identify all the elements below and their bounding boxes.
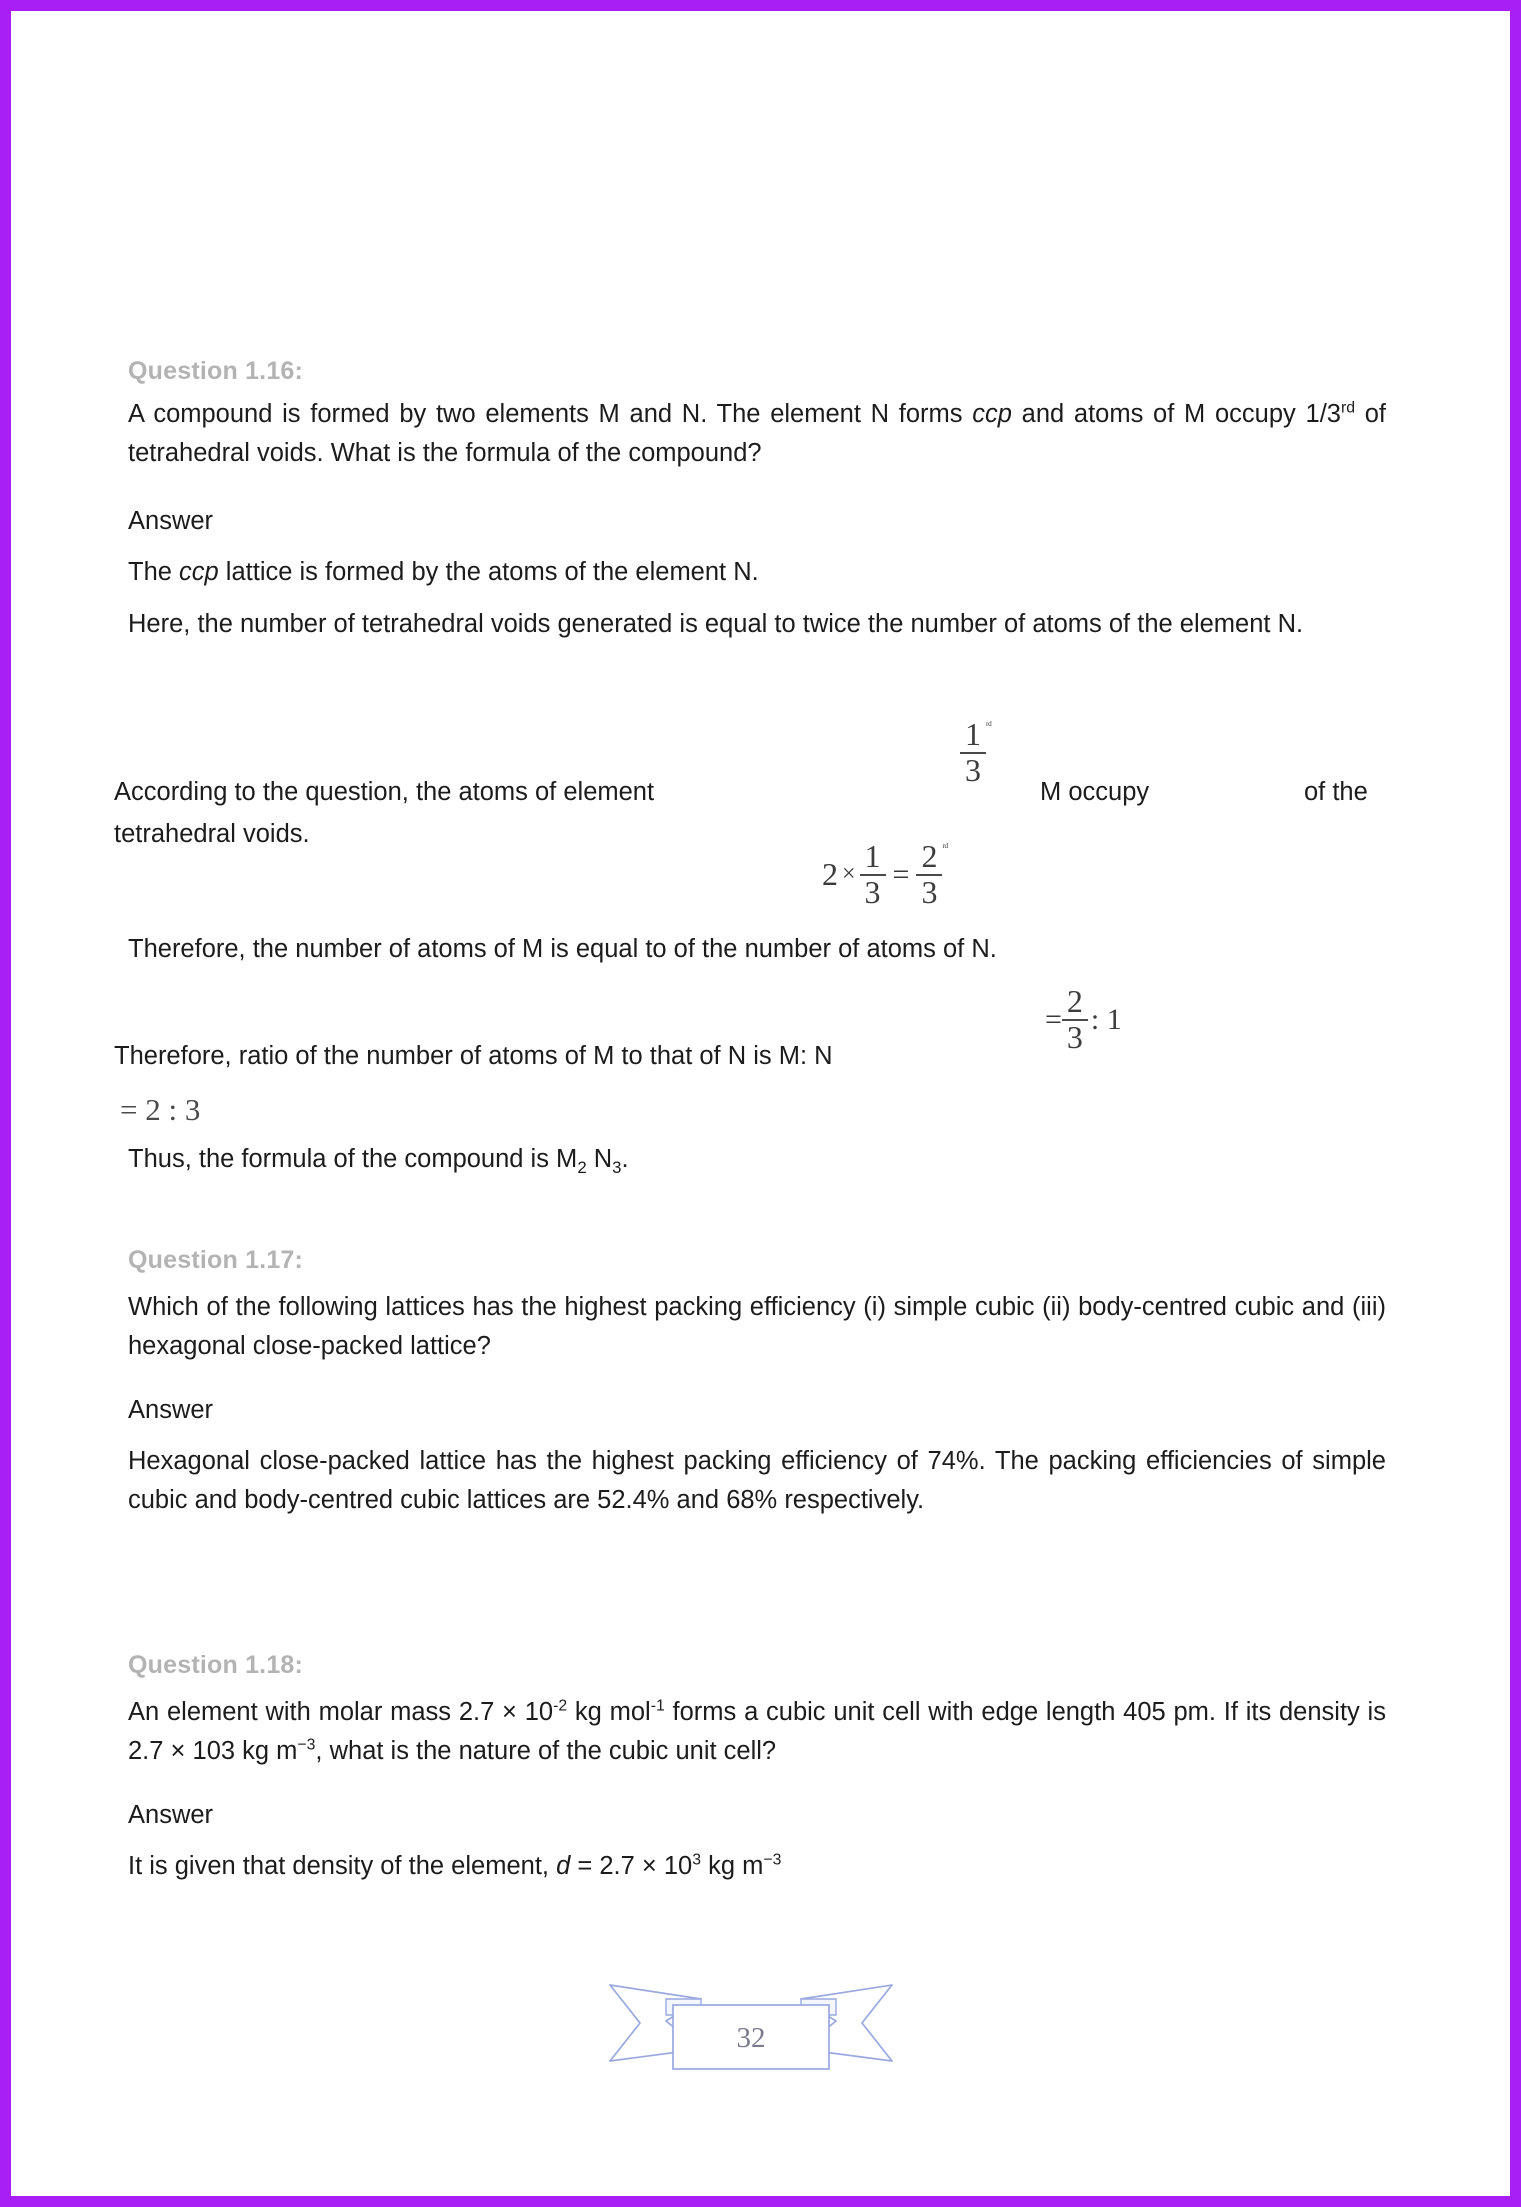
- q118-exponent-neg1: -1: [650, 1697, 665, 1715]
- eq-coefficient: 2: [822, 856, 838, 893]
- question-1-18-answer: [128, 1847, 1390, 1886]
- q118-answer-exp-neg3: −3: [763, 1851, 782, 1869]
- q118-answer-exp3: 3: [692, 1851, 701, 1869]
- ratio-sentence: Therefore, ratio of the number of atoms of M to that of N is M: N: [114, 1042, 833, 1070]
- q117-answer-text: Hexagonal close-packed lattice has the highest packing efficiency of 74%. The packing efficiencies of simple cubic and body-centred cubic lattices are 52.4% and 68% respectively.: [128, 1447, 1386, 1514]
- therefore-atoms-sentence: Therefore, the number of atoms of M is equal to of the number of atoms of N.: [128, 935, 997, 963]
- result-ratio-value: = 2 : 3: [120, 1092, 201, 1127]
- ratio-equals-sign: =: [1045, 1002, 1062, 1036]
- ratio-denominator: 3: [1062, 1019, 1088, 1055]
- formula-sub-n: 3: [612, 1158, 622, 1178]
- section-question-1-18: [128, 1646, 1390, 1684]
- question-1-16-text: [128, 395, 1386, 473]
- answer-label-1-18: [128, 1796, 1390, 1835]
- lattice-pre: The: [128, 558, 180, 586]
- q118-text-c: forms a cubic unit cell with edge length 405 pm. If its density is 2.7 × 103 kg m: [128, 1698, 1386, 1765]
- q116-ordinal: rd: [1340, 399, 1356, 417]
- line-ratio-of-atoms: [114, 1042, 833, 1071]
- q118-text-d: , what is the nature of the cubic unit cell?: [315, 1736, 777, 1765]
- line-result-2-3: [120, 1092, 200, 1128]
- formula-sub-m: 2: [577, 1158, 587, 1178]
- question-1-18-heading: Question 1.18:: [128, 1651, 304, 1679]
- q118-exponent-neg2: -2: [553, 1697, 568, 1715]
- one-third-denominator: 3: [960, 752, 986, 788]
- formula-post: .: [621, 1145, 629, 1173]
- q118-exponent-neg3: −3: [297, 1736, 316, 1754]
- formula-pre: Thus, the formula of the compound is M: [128, 1145, 578, 1173]
- answer-label-1-17: [128, 1391, 1390, 1430]
- eq-ordinal: rd: [942, 842, 948, 850]
- according-post-of-the: of the: [1304, 778, 1368, 806]
- q116-text-b: and atoms of M occupy 1/3: [1011, 400, 1341, 428]
- formula-mid: N: [586, 1145, 613, 1173]
- section-question-1-16: [128, 352, 1390, 390]
- voids-sentence: Here, the number of tetrahedral voids generated is equal to twice the number of atoms of the element N.: [128, 610, 1304, 638]
- math-two-times-one-third: [822, 840, 948, 910]
- question-1-17-answer: [128, 1442, 1386, 1520]
- q118-answer-b: = 2.7 × 10: [570, 1852, 693, 1880]
- eq-equals-sign: =: [892, 857, 910, 891]
- line-formula-conclusion: [128, 1140, 1390, 1179]
- eq-frac1-denominator: 3: [860, 874, 886, 910]
- line-tetrahedral-voids: [128, 605, 1388, 644]
- q118-answer-a: It is given that density of the element,: [128, 1852, 557, 1880]
- q116-text-a: A compound is formed by two elements M and N. The element N forms: [128, 400, 973, 428]
- according-post-tetrahedral: tetrahedral voids.: [114, 820, 310, 848]
- page-number-ribbon: [606, 1973, 896, 2073]
- math-ratio-two-thirds: [1045, 985, 1122, 1055]
- eq-frac2-denominator: 3: [916, 874, 942, 910]
- q117-question-text: Which of the following lattices has the highest packing efficiency (i) simple cubic (ii) body-centred cubic and (iii) hexagonal close-packed lattice?: [128, 1293, 1386, 1360]
- one-third-numerator: 1: [965, 716, 981, 752]
- ratio-numerator: 2: [1066, 983, 1083, 1019]
- q118-text-b: kg mol: [567, 1698, 651, 1726]
- section-question-1-17: [128, 1241, 1390, 1279]
- answer-label-118: Answer: [128, 1801, 214, 1829]
- line-ccp-lattice: [128, 553, 1390, 592]
- question-1-17-heading: Question 1.17:: [128, 1246, 304, 1274]
- answer-label-117: Answer: [128, 1396, 214, 1424]
- according-pre: According to the question, the atoms of element: [114, 778, 655, 806]
- line-therefore-number-atoms: [128, 930, 1390, 969]
- answer-label: Answer: [128, 507, 214, 535]
- q116-text-c: of tetrahedral voids. What is the formula of the compound?: [128, 400, 1386, 467]
- question-1-18-text: [128, 1693, 1386, 1771]
- q116-ccp-italic: ccp: [972, 400, 1012, 428]
- q118-text-a: An element with molar mass 2.7 × 10: [128, 1698, 554, 1726]
- q118-density-symbol: d: [556, 1852, 571, 1880]
- one-third-ordinal: rd: [986, 720, 992, 728]
- question-1-16-heading: Question 1.16:: [128, 357, 304, 385]
- q118-answer-c: kg m: [701, 1852, 764, 1880]
- answer-label-1-16: [128, 502, 1390, 541]
- eq-frac1-numerator: 1: [864, 838, 881, 874]
- question-1-17-text: [128, 1288, 1386, 1366]
- ratio-colon-one: : 1: [1090, 1002, 1122, 1036]
- line-according-to-question: [114, 778, 1404, 849]
- lattice-ccp-italic: ccp: [179, 558, 219, 586]
- eq-multiply-sign: ×: [842, 861, 856, 888]
- page-number-label: 32: [736, 2021, 766, 2054]
- eq-frac2-numerator: 2: [921, 838, 938, 874]
- lattice-post: lattice is formed by the atoms of the element N.: [218, 558, 759, 586]
- according-mid: M occupy: [1040, 778, 1150, 806]
